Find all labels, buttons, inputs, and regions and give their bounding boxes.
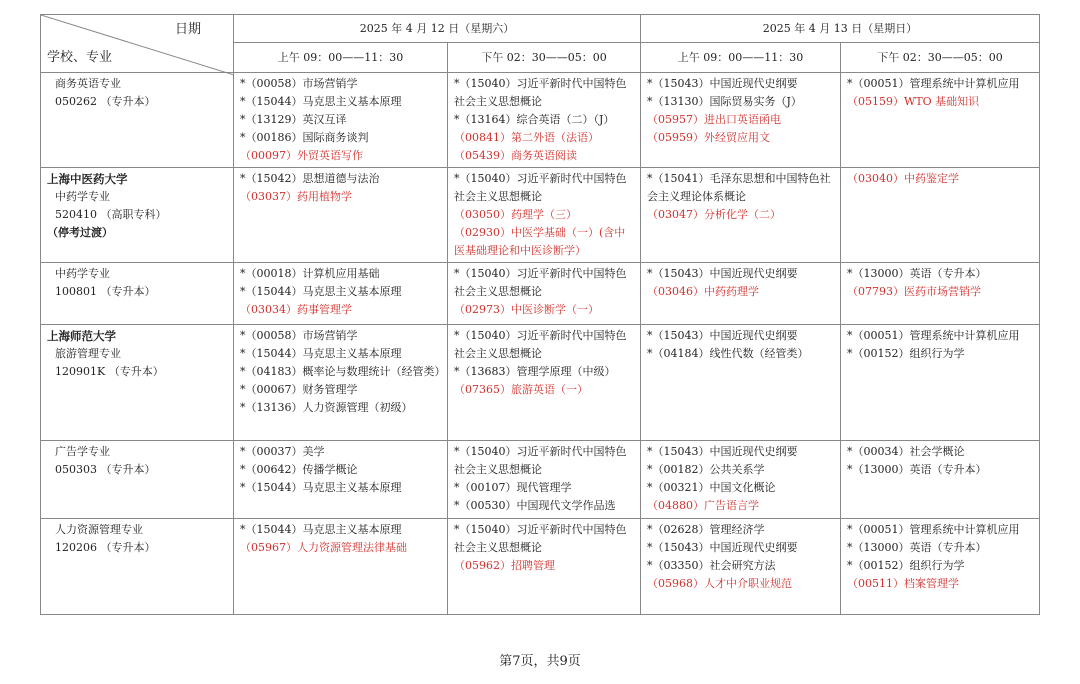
course-entry: *（00321）中国文化概论 [647,481,776,494]
course-entry: （05957）进出口英语函电 [647,113,782,126]
course-entry: *（15044）马克思主义基本原理 [240,523,402,536]
major-name: 人力资源管理专业 [55,523,143,536]
course-entry: *（00051）管理系统中计算机应用 [847,523,1020,536]
course-entry: *（00058）市场营销学 [240,77,358,90]
course-entry: *（00642）传播学概论 [240,463,358,476]
course-entry: *（00051）管理系统中计算机应用 [847,77,1020,90]
major-code: 520410 （高职专科） [55,208,167,221]
course-entry: *（00037）美学 [240,445,325,458]
exam-cell-sun-am [641,441,841,519]
course-entry: *（13129）英汉互译 [240,113,347,126]
page-footer: 第7页，共9页 [499,654,581,669]
school-name: 上海师范大学 [47,329,116,343]
exam-cell-sat-am [234,519,448,615]
major-code: 120206 （专升本） [55,541,156,554]
course-entry: *（15040）习近平新时代中国特色社会主义思想概论 [454,523,627,554]
course-entry: *（15040）习近平新时代中国特色社会主义思想概论 [454,77,627,108]
course-entry: *（00051）管理系统中计算机应用 [847,329,1020,342]
exam-schedule-table [40,14,1040,615]
course-entry: *（15043）中国近现代史纲要 [647,445,798,458]
course-entry: （00841）第二外语（法语） [454,131,599,144]
exam-cell-sun-pm [841,168,1040,263]
exam-cell-sat-pm [448,263,641,325]
course-entry: *（13136）人力资源管理（初级） [240,401,413,414]
date-label: 日期 [174,22,201,37]
course-entry: （07793）医药市场营销学 [847,285,982,298]
exam-cell-sun-pm [841,441,1040,519]
course-entry: （05967）人力资源管理法律基础 [240,541,407,554]
course-entry: *（13130）国际贸易实务（J） [647,95,802,108]
table-row [41,73,1040,168]
course-entry: *（04184）线性代数（经管类） [647,347,809,360]
major-code: 120901K （专升本） [55,365,164,378]
exam-cell-sun-am [641,519,841,615]
major-name: 中药学专业 [55,267,110,280]
major-code: 100801 （专升本） [55,285,156,298]
course-entry: （05962）招聘管理 [454,559,555,572]
exam-cell-sun-am [641,263,841,325]
exam-cell-sat-am [234,73,448,168]
exam-cell-sat-pm [448,73,641,168]
exam-cell-sun-am [641,325,841,441]
school-major-cell [41,263,234,325]
course-entry: *（00058）市场营销学 [240,329,358,342]
major-name: 广告学专业 [55,445,110,458]
exam-cell-sat-pm [448,441,641,519]
course-entry: *（15043）中国近现代史纲要 [647,329,798,342]
school-major-cell [41,168,234,263]
course-entry: *（15040）习近平新时代中国特色社会主义思想概论 [454,172,627,203]
course-entry: *（13683）管理学原理（中级） [454,365,616,378]
school-major-label: 学校、专业 [47,50,113,65]
exam-cell-sat-am [234,263,448,325]
course-entry: （03046）中药药理学 [647,285,760,298]
course-entry: （02930）中医学基础（一）(含中医基础理论和中医诊断学） [454,226,626,257]
course-entry: （05159）WTO 基础知识 [847,95,980,108]
course-entry: （02973）中医诊断学（一） [454,303,599,316]
day1-am-header: 上午 09：00——11：30 [234,43,448,73]
major-name: 中药学专业 [55,190,110,203]
day1-pm-header: 下午 02：30——05：00 [448,43,641,73]
header-corner-cell [41,15,234,73]
course-entry: （03037）药用植物学 [240,190,352,203]
course-entry: （05439）商务英语阅读 [454,149,577,162]
day2-header: 2025 年 4 月 13 日（星期日） [641,15,1040,43]
course-entry: *（13164）综合英语（二）（J） [454,113,615,126]
course-entry: *（02628）管理经济学 [647,523,765,536]
course-entry: *（15043）中国近现代史纲要 [647,267,798,280]
course-entry: *（00067）财务管理学 [240,383,358,396]
exam-cell-sat-pm [448,168,641,263]
course-entry: *（00107）现代管理学 [454,481,572,494]
day1-header: 2025 年 4 月 12 日（星期六） [234,15,641,43]
course-entry: *（15043）中国近现代史纲要 [647,541,798,554]
exam-cell-sun-pm [841,73,1040,168]
course-entry: *（00530）中国现代文学作品选 [454,499,616,512]
exam-cell-sat-am [234,168,448,263]
course-entry: *（15041）毛泽东思想和中国特色社会主义理论体系概论 [647,172,831,203]
school-major-cell [41,441,234,519]
table-row [41,519,1040,615]
major-name: 旅游管理专业 [55,347,121,360]
status-note: （停考过渡） [47,226,113,239]
exam-cell-sun-pm [841,263,1040,325]
school-major-cell [41,73,234,168]
table-row [41,441,1040,519]
course-entry: *（03350）社会研究方法 [647,559,776,572]
course-entry: *（15044）马克思主义基本原理 [240,285,402,298]
major-name: 商务英语专业 [55,77,121,90]
course-entry: *（15040）习近平新时代中国特色社会主义思想概论 [454,329,627,360]
day2-am-header: 上午 09：00——11：30 [641,43,841,73]
course-entry: *（00152）组织行为学 [847,559,965,572]
course-entry: *（00018）计算机应用基础 [240,267,380,280]
course-entry: （00511）档案管理学 [847,577,960,590]
exam-cell-sat-pm [448,519,641,615]
exam-cell-sat-am [234,441,448,519]
table-row [41,263,1040,325]
schedule-body [41,73,1040,615]
exam-cell-sun-pm [841,325,1040,441]
course-entry: *（13000）英语（专升本） [847,267,987,280]
course-entry: （05968）人才中介职业规范 [647,577,793,590]
table-row [41,325,1040,441]
course-entry: *（13000）英语（专升本） [847,541,987,554]
course-entry: *（15042）思想道德与法治 [240,172,380,185]
course-entry: （00097）外贸英语写作 [240,149,363,162]
course-entry: （03040）中药鉴定学 [847,172,960,185]
course-entry: （03050）药理学（三） [454,208,577,221]
school-name: 上海中医药大学 [47,172,128,186]
major-code: 050303 （专升本） [55,463,156,476]
table-row [41,168,1040,263]
course-entry: *（15044）马克思主义基本原理 [240,481,402,494]
day2-pm-header: 下午 02：30——05：00 [841,43,1040,73]
school-major-cell [41,519,234,615]
course-entry: （05959）外经贸应用文 [647,131,771,144]
course-entry: *（13000）英语（专升本） [847,463,987,476]
course-entry: （03034）药事管理学 [240,303,352,316]
course-entry: *（00152）组织行为学 [847,347,965,360]
exam-cell-sun-am [641,168,841,263]
major-code: 050262 （专升本） [55,95,156,108]
course-entry: *（15044）马克思主义基本原理 [240,347,402,360]
exam-cell-sun-am [641,73,841,168]
course-entry: *（15043）中国近现代史纲要 [647,77,798,90]
course-entry: *（15040）习近平新时代中国特色社会主义思想概论 [454,445,627,476]
course-entry: （03047）分析化学（二） [647,208,782,221]
exam-cell-sun-pm [841,519,1040,615]
course-entry: *（04183）概率论与数理统计（经管类） [240,365,446,378]
school-major-cell [41,325,234,441]
course-entry: *（15040）习近平新时代中国特色社会主义思想概论 [454,267,627,298]
course-entry: *（00182）公共关系学 [647,463,765,476]
course-entry: *（00034）社会学概论 [847,445,965,458]
course-entry: *（15044）马克思主义基本原理 [240,95,402,108]
course-entry: *（00186）国际商务谈判 [240,131,369,144]
course-entry: （04880）广告语言学 [647,499,760,512]
exam-cell-sat-am [234,325,448,441]
course-entry: （07365）旅游英语（一） [454,383,588,396]
exam-cell-sat-pm [448,325,641,441]
